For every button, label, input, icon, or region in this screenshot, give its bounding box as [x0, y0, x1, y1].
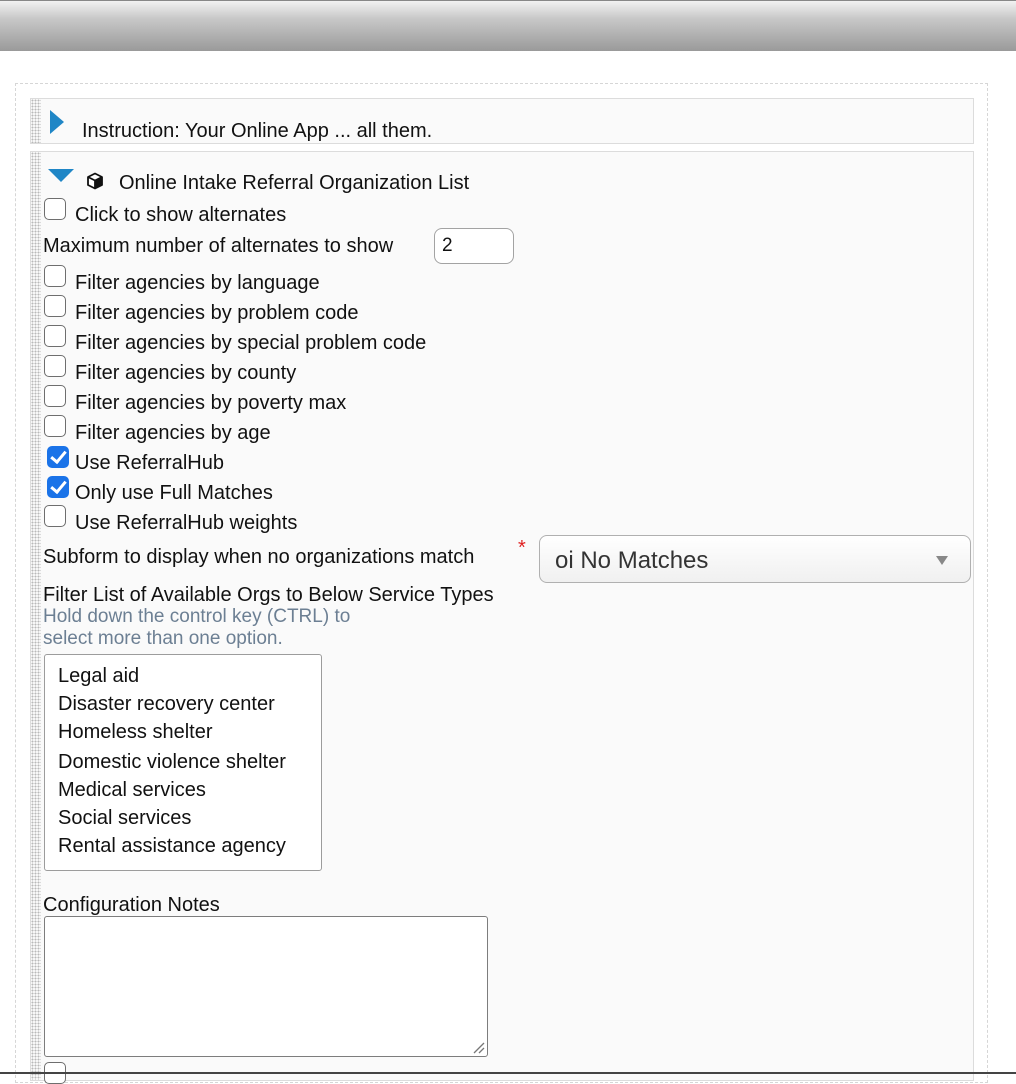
- use-referralhub-checkbox[interactable]: [47, 446, 69, 468]
- show-alternates-checkbox[interactable]: [44, 198, 66, 220]
- filter-age-label: Filter agencies by age: [75, 422, 271, 444]
- filter-age-checkbox[interactable]: [44, 415, 66, 437]
- service-type-option[interactable]: Disaster recovery center: [58, 693, 275, 715]
- filter-county-checkbox[interactable]: [44, 355, 66, 377]
- service-types-label: Filter List of Available Orgs to Below Service Types: [43, 584, 494, 606]
- filter-language-label: Filter agencies by language: [75, 272, 320, 294]
- collapse-triangle-icon[interactable]: [48, 169, 74, 182]
- service-types-hint-2: select more than one option.: [43, 628, 283, 649]
- filter-poverty-max-checkbox[interactable]: [44, 385, 66, 407]
- filter-special-problem-code-checkbox[interactable]: [44, 325, 66, 347]
- service-type-option[interactable]: Medical services: [58, 779, 206, 801]
- service-types-listbox[interactable]: [44, 654, 322, 871]
- config-notes-textarea[interactable]: [44, 916, 488, 1057]
- filter-special-problem-code-label: Filter agencies by special problem code: [75, 332, 427, 354]
- max-alternates-label: Maximum number of alternates to show: [43, 235, 394, 257]
- top-toolbar: [0, 0, 1016, 51]
- panel-title: Online Intake Referral Organization List: [119, 172, 470, 194]
- filter-language-checkbox[interactable]: [44, 265, 66, 287]
- referralhub-weights-label: Use ReferralHub weights: [75, 512, 298, 534]
- bottom-border: [0, 1072, 1016, 1074]
- filter-problem-code-checkbox[interactable]: [44, 295, 66, 317]
- required-marker: *: [518, 537, 526, 559]
- cube-icon: [86, 172, 104, 190]
- filter-poverty-max-label: Filter agencies by poverty max: [75, 392, 347, 414]
- use-referralhub-label: Use ReferralHub: [75, 452, 224, 474]
- show-alternates-label: Click to show alternates: [75, 204, 287, 226]
- filter-county-label: Filter agencies by county: [75, 362, 297, 384]
- subform-label: Subform to display when no organizations match: [43, 546, 475, 568]
- service-type-option[interactable]: Legal aid: [58, 665, 140, 687]
- drag-handle[interactable]: [31, 152, 41, 1080]
- service-type-option[interactable]: Homeless shelter: [58, 721, 213, 743]
- full-matches-checkbox[interactable]: [47, 476, 69, 498]
- config-notes-label: Configuration Notes: [43, 894, 220, 916]
- subform-select[interactable]: [539, 535, 971, 583]
- service-type-option[interactable]: Social services: [58, 807, 192, 829]
- full-matches-label: Only use Full Matches: [75, 482, 273, 504]
- service-types-hint-1: Hold down the control key (CTRL) to: [43, 606, 351, 627]
- chevron-down-icon: [936, 556, 948, 565]
- referralhub-weights-checkbox[interactable]: [44, 505, 66, 527]
- drag-handle[interactable]: [31, 99, 41, 143]
- instruction-label: Instruction: Your Online App ... all them.: [82, 120, 433, 142]
- expand-triangle-icon[interactable]: [50, 110, 64, 134]
- max-alternates-input[interactable]: [434, 228, 514, 264]
- service-type-option[interactable]: Rental assistance agency: [58, 835, 286, 857]
- subform-selected-value: oi No Matches: [555, 547, 709, 574]
- service-type-option[interactable]: Domestic violence shelter: [58, 751, 286, 773]
- resize-handle-icon[interactable]: [471, 1040, 485, 1054]
- filter-problem-code-label: Filter agencies by problem code: [75, 302, 359, 324]
